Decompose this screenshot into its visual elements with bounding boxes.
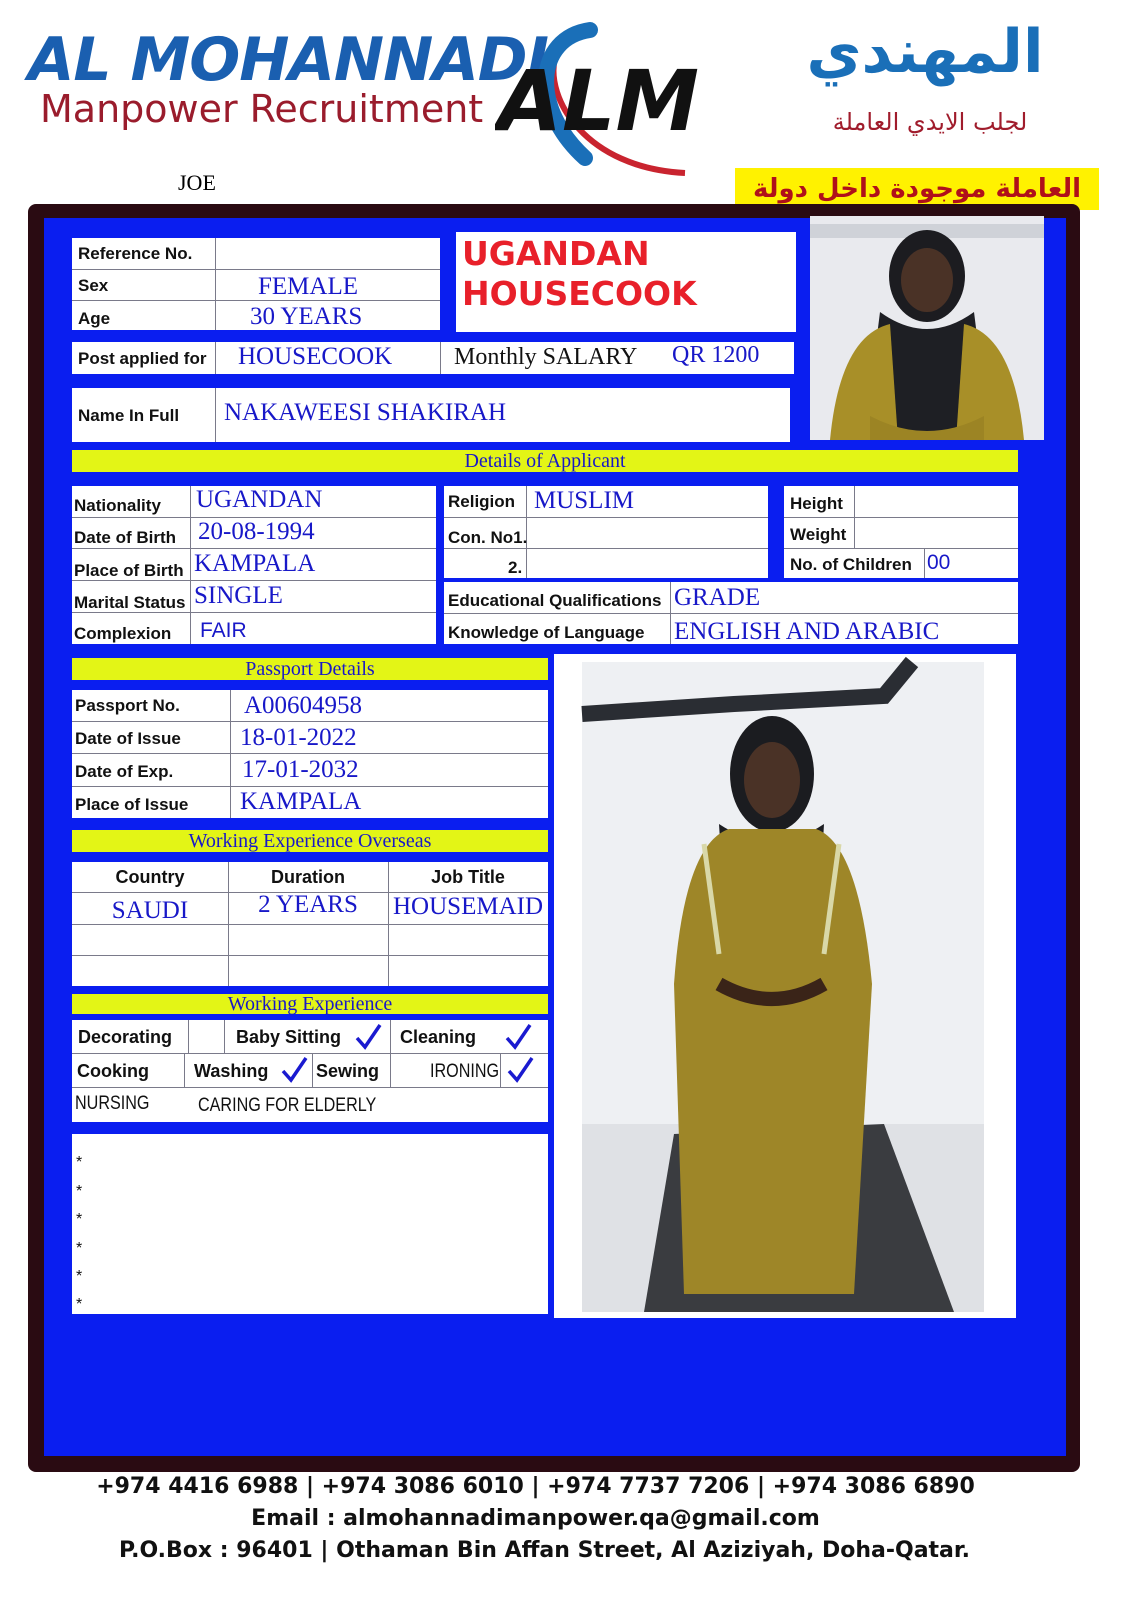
remark-bullet: * <box>76 1268 83 1285</box>
remark-bullet: * <box>76 1240 83 1257</box>
sex-value: FEMALE <box>258 273 358 300</box>
overseas-row1-country: SAUDI <box>111 897 189 924</box>
availability-badge: العاملة موجودة داخل دولة <box>735 168 1099 210</box>
education-value: GRADE <box>674 584 761 611</box>
remark-bullet: * <box>76 1154 83 1171</box>
dob-label: Date of Birth <box>74 528 176 547</box>
skill-nursing: NURSING <box>75 1093 150 1114</box>
religion-value: MUSLIM <box>534 487 635 514</box>
washing-check-icon <box>280 1056 308 1084</box>
weight-label: Weight <box>790 525 847 544</box>
remark-bullet: * <box>76 1296 83 1313</box>
marital-value: SINGLE <box>194 582 283 609</box>
education-language-table <box>444 582 1018 644</box>
passport-place-label: Place of Issue <box>75 795 189 814</box>
post-value: HOUSECOOK <box>238 343 393 370</box>
headline-box <box>456 232 796 332</box>
overseas-table <box>72 862 548 986</box>
complexion-label: Complexion <box>74 624 172 643</box>
language-label: Knowledge of Language <box>448 623 645 642</box>
footer-email: Email : almohannadimanpower.qa@gmail.com <box>251 1506 820 1531</box>
overseas-row1-job: HOUSEMAID <box>393 893 543 920</box>
passport-section-title: Passport Details <box>72 658 548 680</box>
children-value: 00 <box>927 551 951 574</box>
salary-value: QR 1200 <box>672 342 760 368</box>
skill-ironing: IRONING <box>430 1061 500 1082</box>
nationality-value: UGANDAN <box>196 486 323 513</box>
complexion-value: FAIR <box>200 619 247 642</box>
skills-section-title: Working Experience <box>72 994 548 1014</box>
logo-text: ALM <box>497 52 700 150</box>
reference-label: Reference No. <box>78 244 193 263</box>
passport-number-label: Passport No. <box>75 696 180 715</box>
full-length-photo <box>554 654 1016 1318</box>
overseas-col-country: Country <box>115 867 185 887</box>
remark-bullet: * <box>76 1183 83 1200</box>
overseas-col-job: Job Title <box>431 867 505 887</box>
footer-phones: +974 4416 6988 | +974 3086 6010 | +974 7737 7206 | +974 3086 6890 <box>96 1474 975 1499</box>
age-label: Age <box>78 309 111 328</box>
salary-label: Monthly SALARY <box>454 344 638 370</box>
applicant-personal-table <box>72 486 436 644</box>
overseas-row1-duration: 2 YEARS <box>258 891 358 918</box>
pob-value: KAMPALA <box>194 550 316 577</box>
brand-tagline-arabic: لجلب الايدي العاملة <box>832 108 1028 136</box>
passport-place-value: KAMPALA <box>240 788 362 815</box>
overseas-section-title: Working Experience Overseas <box>72 830 548 852</box>
baby-sitting-check-icon <box>354 1023 382 1051</box>
agent-code: JOE <box>178 170 216 195</box>
skill-washing: Washing <box>194 1061 269 1081</box>
dob-value: 20-08-1994 <box>198 518 315 545</box>
marital-label: Marital Status <box>74 593 186 612</box>
age-value: 30 YEARS <box>250 303 363 330</box>
children-label: No. of Children <box>790 555 912 574</box>
height-label: Height <box>790 494 843 513</box>
portrait-photo <box>810 216 1044 440</box>
brand-tagline: Manpower Recruitment <box>40 87 484 131</box>
brand-name-arabic: المهندي <box>806 17 1044 87</box>
sex-label: Sex <box>78 276 109 295</box>
post-salary-row <box>72 342 794 374</box>
name-value: NAKAWEESI SHAKIRAH <box>224 399 507 426</box>
remarks-box <box>72 1134 548 1314</box>
passport-expiry-value: 17-01-2032 <box>242 756 359 783</box>
overseas-col-duration: Duration <box>271 867 345 887</box>
name-label: Name In Full <box>78 406 180 425</box>
post-label: Post applied for <box>78 349 207 368</box>
skills-table <box>72 1020 548 1122</box>
brand-name: AL MOHANNADI <box>28 25 548 95</box>
passport-issue-value: 18-01-2022 <box>240 724 357 751</box>
nationality-label: Nationality <box>74 496 161 515</box>
cleaning-check-icon <box>504 1023 532 1051</box>
alm-logo <box>495 18 725 178</box>
skill-decorating: Decorating <box>78 1027 173 1047</box>
religion-contact-table <box>444 486 768 578</box>
skill-cooking: Cooking <box>77 1061 149 1081</box>
passport-number-value: A00604958 <box>244 692 363 719</box>
passport-expiry-label: Date of Exp. <box>75 762 174 781</box>
headline-position: HOUSECOOK <box>462 274 697 313</box>
education-label: Educational Qualifications <box>448 591 662 610</box>
name-row <box>72 388 790 442</box>
summary-table <box>72 238 440 330</box>
passport-issue-label: Date of Issue <box>75 729 181 748</box>
skill-cleaning: Cleaning <box>400 1027 477 1047</box>
skill-caring-elderly: CARING FOR ELDERLY <box>198 1095 377 1116</box>
contact1-label: Con. No1. <box>448 528 528 547</box>
applicant-section-title: Details of Applicant <box>72 450 1018 472</box>
ironing-check-icon <box>506 1056 534 1084</box>
headline-nationality: UGANDAN <box>462 234 650 273</box>
pob-label: Place of Birth <box>74 561 184 580</box>
passport-table <box>72 690 548 818</box>
religion-label: Religion <box>448 492 516 511</box>
contact2-label: 2. <box>508 558 523 577</box>
skill-sewing: Sewing <box>316 1061 380 1081</box>
footer-address: P.O.Box : 96401 | Othaman Bin Affan Street, Al Aziziyah, Doha-Qatar. <box>119 1538 970 1563</box>
language-value: ENGLISH AND ARABIC <box>674 618 940 645</box>
remark-bullet: * <box>76 1211 83 1228</box>
skill-baby-sitting: Baby Sitting <box>236 1027 342 1047</box>
physical-table <box>784 486 1018 578</box>
